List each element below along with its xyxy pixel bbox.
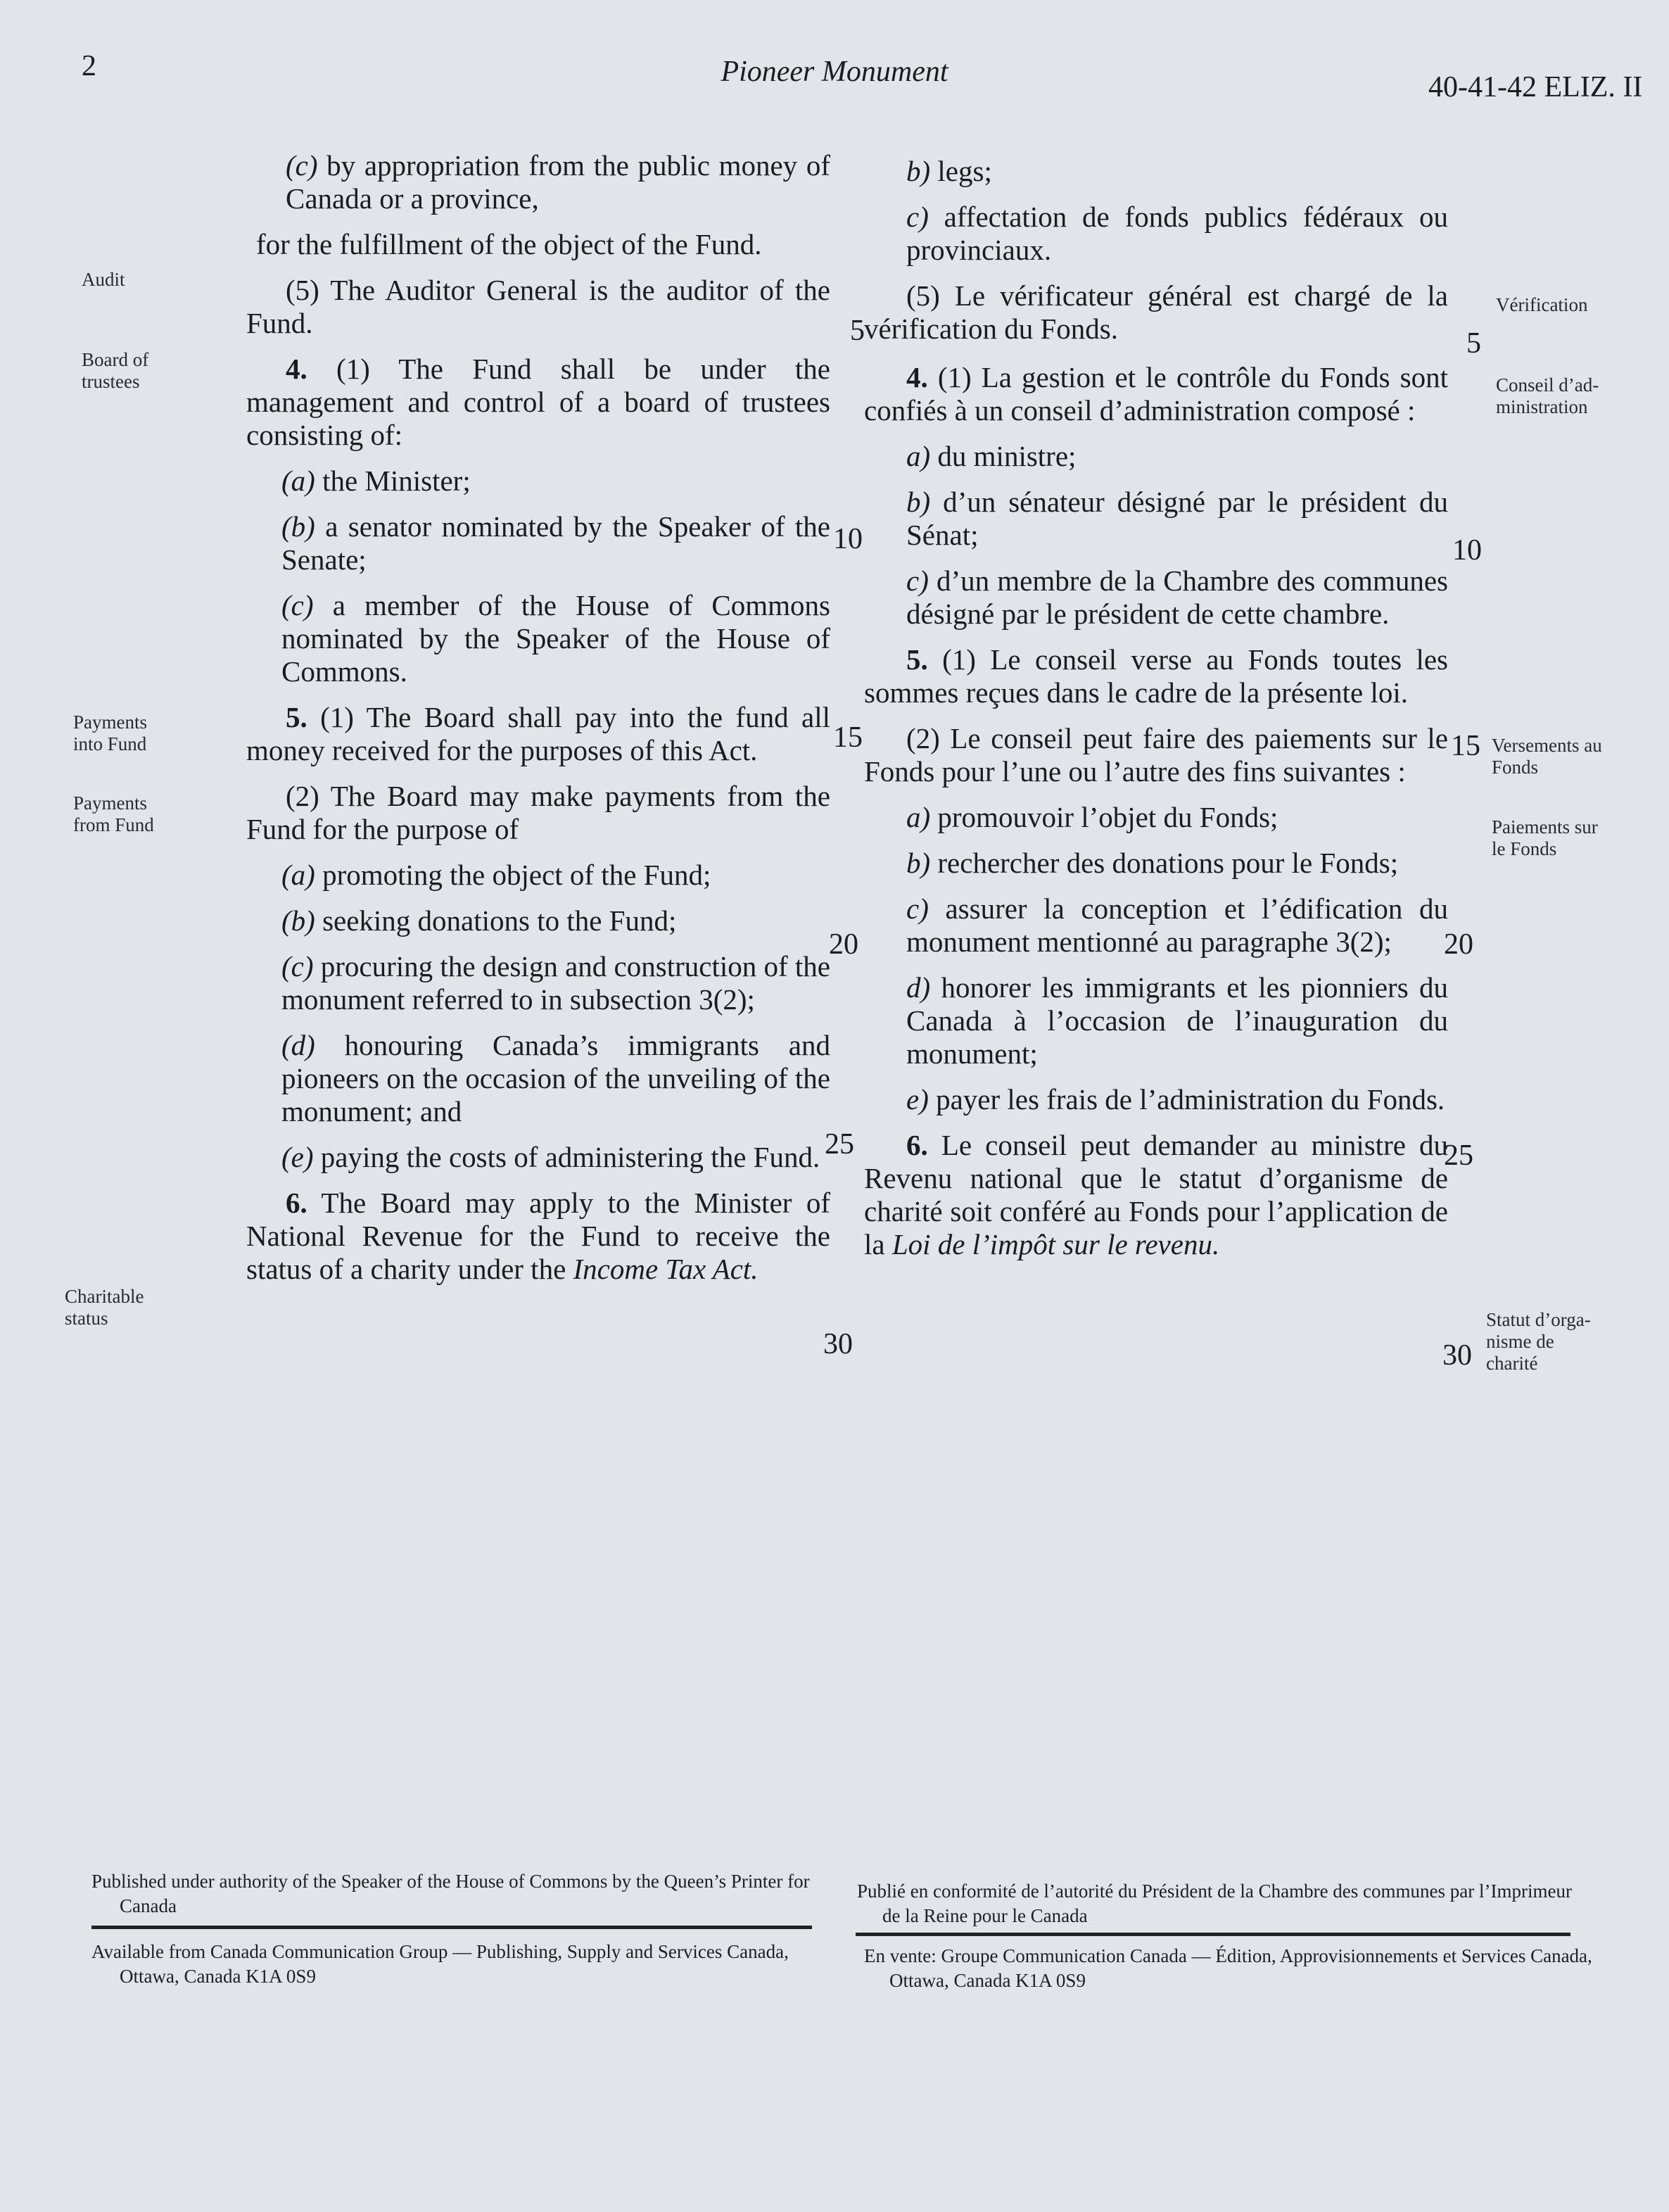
line-number-20-en: 20 bbox=[829, 928, 858, 961]
en-s3-5: (5) The Auditor General is the auditor of the Fund. bbox=[246, 274, 830, 339]
fr-s5-c: c) assurer la conception et l’édification du monument mentionné au paragraphe 3(2); bbox=[906, 892, 1448, 958]
en-s5-2: (2) The Board may make payments from the Fund for the purpose of bbox=[246, 780, 830, 845]
margin-note-versements: Versements au Fonds bbox=[1492, 735, 1602, 778]
margin-note-statut: Statut d’orga-nisme de charité bbox=[1486, 1309, 1591, 1374]
footer-rule-fr bbox=[856, 1933, 1570, 1936]
english-column bbox=[246, 149, 830, 1286]
running-title: Pioneer Monument bbox=[721, 56, 948, 88]
line-number-10-en: 10 bbox=[833, 523, 863, 555]
margin-note-payments-into-fund: Payments into Fund bbox=[73, 712, 147, 754]
en-s5-b: (b) seeking donations to the Fund; bbox=[281, 904, 677, 937]
line-number-15-en: 15 bbox=[833, 721, 863, 754]
line-number-30-fr: 30 bbox=[1442, 1339, 1472, 1372]
line-number-30-en: 30 bbox=[823, 1328, 853, 1360]
fr-s5-e: e) payer les frais de l’administration du Fonds. bbox=[906, 1083, 1445, 1116]
en-s5-c: (c) procuring the design and construction of the monument referred to in subsection 3(2); bbox=[281, 950, 830, 1016]
en-s5-1: 5. (1) The Board shall pay into the fund all money received for the purposes of this Act. bbox=[246, 701, 830, 766]
en-s4-a: (a) the Minister; bbox=[281, 464, 471, 497]
footer-published-fr: Publié en conformité de l’autorité du Président de la Chambre des communes par l’Imprimeur de la Reine pour le Canada bbox=[857, 1881, 1572, 1926]
en-fulfillment: for the fulfillment of the object of the Fund. bbox=[256, 228, 762, 260]
line-number-10-fr: 10 bbox=[1452, 534, 1482, 567]
en-s5-e: (e) paying the costs of administering the Fund. bbox=[281, 1141, 820, 1173]
fr-s3-5: (5) Le vérificateur général est chargé de la vérification du Fonds. bbox=[864, 279, 1448, 345]
french-column bbox=[864, 155, 1448, 1261]
fr-s4-c: c) d’un membre de la Chambre des communes désigné par le président de cette chambre. bbox=[906, 564, 1448, 630]
line-number-25-fr: 25 bbox=[1444, 1139, 1473, 1172]
margin-note-charitable-status: Charitable status bbox=[65, 1286, 144, 1329]
fr-s5-a: a) promouvoir l’objet du Fonds; bbox=[906, 801, 1278, 833]
margin-note-audit: Audit bbox=[82, 269, 125, 290]
en-s5-a: (a) promoting the object of the Fund; bbox=[281, 859, 711, 891]
fr-para-c-affectation: c) affectation de fonds publics fédéraux ou provinciaux. bbox=[906, 201, 1448, 266]
line-number-25-en: 25 bbox=[825, 1128, 854, 1161]
fr-s6: 6. Le conseil peut demander au ministre du Revenu national que le statut d’organisme de charité soit conféré au Fonds pour l’application de la Loi de l’impôt sur le revenu. bbox=[864, 1129, 1448, 1260]
footer-published-en: Published under authority of the Speaker of the House of Commons by the Queen’s Printer for Canada bbox=[91, 1871, 810, 1916]
en-s6: 6. The Board may apply to the Minister of National Revenue for the Fund to receive the status of a charity under the Income Tax Act. bbox=[246, 1187, 830, 1285]
footer-rule-en bbox=[91, 1926, 812, 1929]
page-number: 2 bbox=[82, 50, 96, 82]
line-number-5-en: 5 bbox=[850, 315, 865, 347]
line-number-20-fr: 20 bbox=[1444, 928, 1473, 961]
fr-s5-2: (2) Le conseil peut faire des paiements sur le Fonds pour l’une ou l’autre des fins suivantes : bbox=[864, 722, 1448, 788]
en-s5-d: (d) honouring Canada’s immigrants and pioneers on the occasion of the unveiling of the monument; and bbox=[281, 1029, 830, 1127]
statute-citation: 40-41-42 ELIZ. II bbox=[1428, 71, 1643, 103]
en-s4-c: (c) a member of the House of Commons nominated by the Speaker of the House of Commons. bbox=[281, 589, 830, 688]
en-s4: 4. (1) The Fund shall be under the management and control of a board of trustees consisting of: bbox=[246, 353, 830, 451]
margin-note-board-of-trustees: Board of trustees bbox=[82, 349, 149, 392]
margin-note-payments-from-fund: Payments from Fund bbox=[73, 792, 154, 835]
fr-s5-d: d) honorer les immigrants et les pionniers du Canada à l’occasion de l’inauguration du monument; bbox=[906, 971, 1448, 1070]
fr-s4-a: a) du ministre; bbox=[906, 440, 1077, 472]
fr-para-b-legs: b) legs; bbox=[906, 155, 992, 187]
line-number-5-fr: 5 bbox=[1466, 327, 1481, 360]
en-para-c-appropriation: (c) by appropriation from the public money of Canada or a province, bbox=[286, 149, 830, 215]
margin-note-verification: Vérification bbox=[1496, 294, 1588, 315]
margin-note-conseil: Conseil d’ad-ministration bbox=[1496, 374, 1599, 417]
fr-s4-b: b) d’un sénateur désigné par le président du Sénat; bbox=[906, 486, 1448, 551]
fr-s5-1: 5. (1) Le conseil verse au Fonds toutes les sommes reçues dans le cadre de la présente loi. bbox=[864, 643, 1448, 709]
en-s4-b: (b) a senator nominated by the Speaker of the Senate; bbox=[281, 510, 830, 576]
margin-note-paiements: Paiements sur le Fonds bbox=[1492, 816, 1598, 859]
fr-s5-b: b) rechercher des donations pour le Fonds; bbox=[906, 847, 1399, 879]
footer-available-en: Available from Canada Communication Group — Publishing, Supply and Services Canada, Ottawa, Canada K1A 0S9 bbox=[91, 1941, 789, 1987]
fr-s4: 4. (1) La gestion et le contrôle du Fonds sont confiés à un conseil d’administration composé : bbox=[864, 361, 1448, 426]
line-number-15-fr: 15 bbox=[1451, 730, 1480, 762]
footer-available-fr: En vente: Groupe Communication Canada — Édition, Approvisionnements et Services Canada, Ottawa, Canada K1A 0S9 bbox=[864, 1945, 1592, 1991]
